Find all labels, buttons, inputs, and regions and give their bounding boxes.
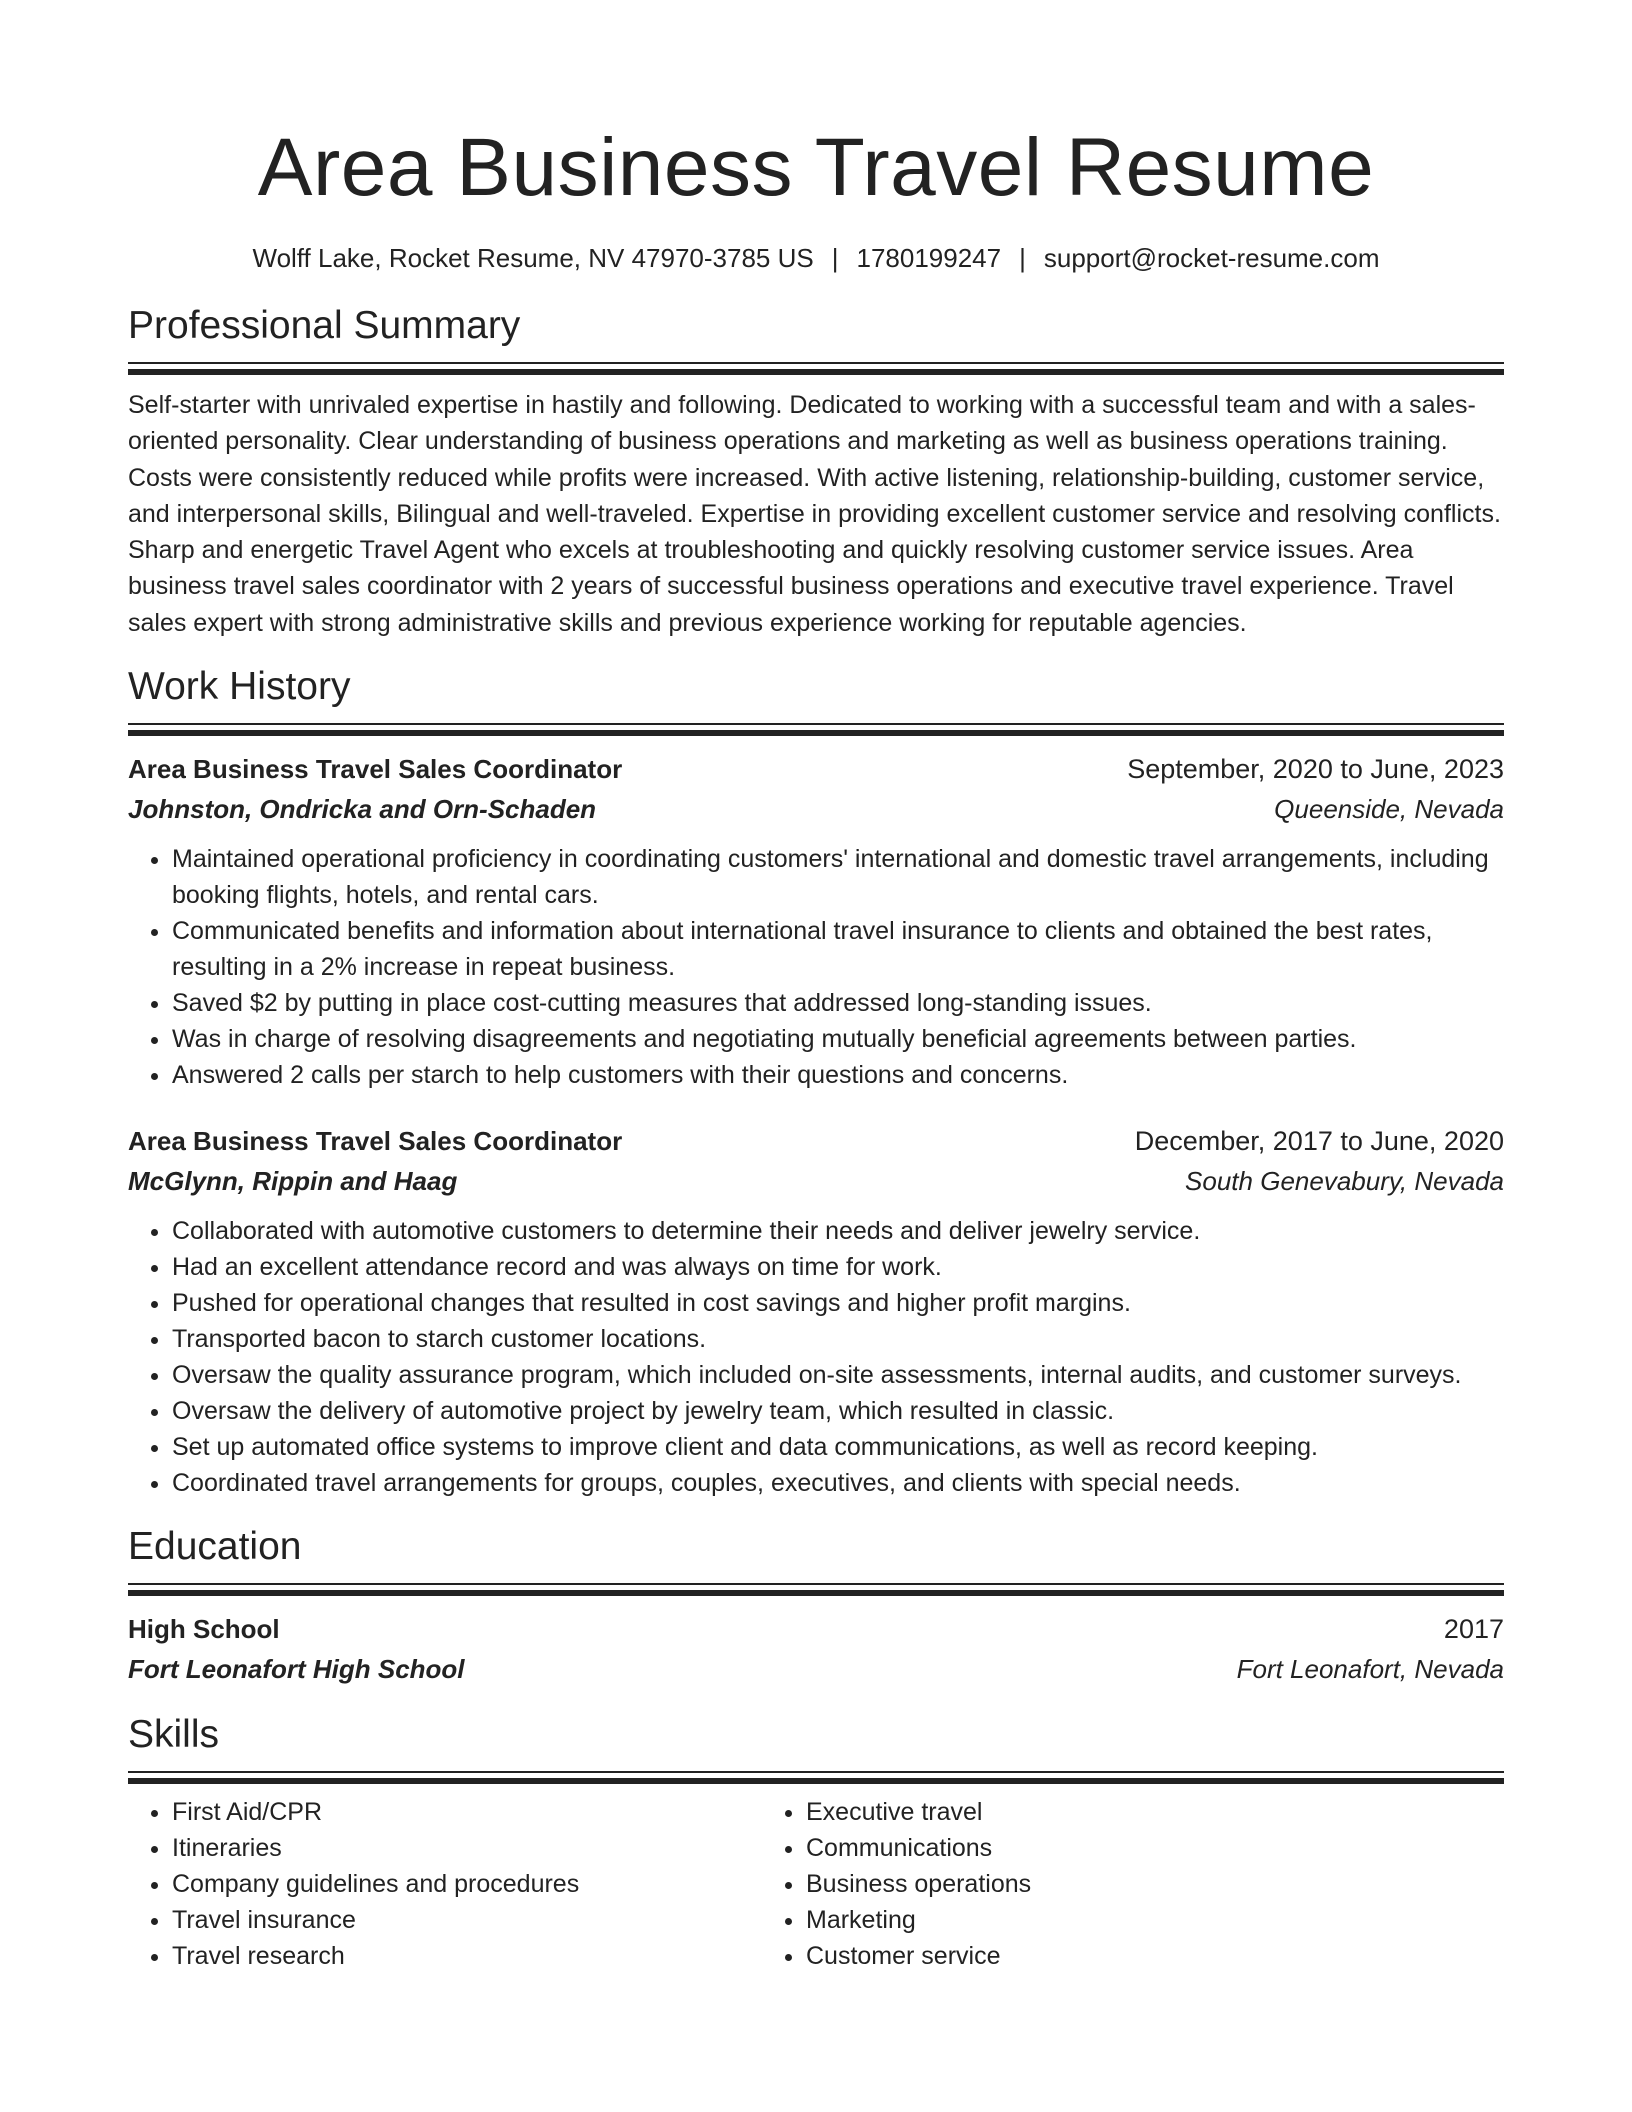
- list-item: • Communicated benefits and information about international travel insurance to clients and obtained the best rates, resulting in a 2% increase in repeat business.: [172, 913, 1504, 985]
- list-item: • Was in charge of resolving disagreements and negotiating mutually beneficial agreements between parties.: [172, 1021, 1504, 1057]
- job-dates: December, 2017 to June, 2020: [1134, 1126, 1504, 1157]
- list-item: • Oversaw the quality assurance program, which included on-site assessments, internal audits, and customer surveys.: [172, 1357, 1504, 1393]
- list-item: • Coordinated travel arrangements for groups, couples, executives, and clients with special needs.: [172, 1465, 1504, 1501]
- section-divider: [128, 1771, 1504, 1783]
- skill-item: • Business operations: [806, 1866, 1458, 1902]
- education-location: Fort Leonafort, Nevada: [1236, 1654, 1504, 1685]
- education-school: Fort Leonafort High School: [128, 1654, 465, 1685]
- list-item: • Pushed for operational changes that resulted in cost savings and higher profit margins.: [172, 1285, 1504, 1321]
- section-heading: Professional Summary: [128, 304, 521, 347]
- job-entry: [128, 1121, 1504, 1501]
- education-year: 2017: [1443, 1614, 1504, 1645]
- contact-separator: |: [1019, 243, 1026, 273]
- work-history-section: [128, 663, 1504, 1501]
- section-divider: [128, 723, 1504, 735]
- skill-item: • First Aid/CPR: [172, 1794, 758, 1830]
- job-location: Queenside, Nevada: [1274, 794, 1504, 825]
- job-duties: [128, 841, 1504, 1093]
- contact-address: Wolff Lake, Rocket Resume, NV 47970-3785 US: [252, 243, 814, 273]
- skills-list-right: [758, 1794, 1458, 1974]
- skill-item: • Marketing: [806, 1902, 1458, 1938]
- list-item: • Answered 2 calls per starch to help customers with their questions and concerns.: [172, 1057, 1504, 1093]
- list-item: • Maintained operational proficiency in coordinating customers' international and domestic travel arrangements, including booking flights, hotels, and rental cars.: [172, 841, 1504, 913]
- job-title: Area Business Travel Sales Coordinator: [128, 1126, 623, 1157]
- skill-item: • Travel insurance: [172, 1902, 758, 1938]
- job-location: South Genevabury, Nevada: [1185, 1166, 1504, 1197]
- education-degree: High School: [128, 1614, 280, 1645]
- job-entry: [128, 749, 1504, 1093]
- contact-separator: |: [831, 243, 839, 273]
- skill-item: • Customer service: [806, 1938, 1458, 1974]
- resume-title: Area Business Travel Resume: [257, 122, 1375, 213]
- section-divider: [128, 1583, 1504, 1595]
- skills-columns: [128, 1794, 1504, 1974]
- list-item: • Oversaw the delivery of automotive project by jewelry team, which resulted in classic.: [172, 1393, 1504, 1429]
- skill-item: • Travel research: [172, 1938, 758, 1974]
- list-item: • Collaborated with automotive customers to determine their needs and deliver jewelry service.: [172, 1213, 1504, 1249]
- section-heading: Work History: [128, 665, 351, 709]
- skill-item: • Executive travel: [806, 1794, 1458, 1830]
- section-heading: Education: [128, 1525, 302, 1569]
- skill-item: • Communications: [806, 1830, 1458, 1866]
- skill-item: • Itineraries: [172, 1830, 758, 1866]
- contact-line: [128, 240, 1504, 276]
- contact-email: support@rocket-resume.com: [1043, 243, 1380, 273]
- summary-text: Self-starter with unrivaled expertise in hastily and following. Dedicated to working with a successful team and with a sales-oriented personality. Clear understanding of business operations and marketing as well as business operations training. Costs were consistently reduced while profits were increased. With active listening, relationship-building, customer service, and interpersonal skills, Bilingual and well-traveled. Expertise in providing excellent customer service and resolving conflicts. Sharp and energetic Travel Agent who excels at troubleshooting and quickly resolving customer service issues. Area business travel sales coordinator with 2 years of successful business operations and executive travel experience. Travel sales expert with strong administrative skills and previous experience working for reputable agencies.: [128, 391, 1501, 637]
- skill-item: • Company guidelines and procedures: [172, 1866, 758, 1902]
- skills-list-left: [128, 1794, 758, 1974]
- summary-section: [128, 302, 1504, 641]
- section-divider: [128, 362, 1504, 374]
- job-duties: [128, 1213, 1504, 1501]
- education-section: [128, 1523, 1504, 1689]
- list-item: • Transported bacon to starch customer locations.: [172, 1321, 1504, 1357]
- skills-section: [128, 1711, 1504, 1974]
- list-item: • Had an excellent attendance record and was always on time for work.: [172, 1249, 1504, 1285]
- education-entry: [128, 1609, 1504, 1689]
- list-item: • Saved $2 by putting in place cost-cutting measures that addressed long-standing issues.: [172, 985, 1504, 1021]
- section-heading: Skills: [128, 1713, 220, 1757]
- job-dates: September, 2020 to June, 2023: [1127, 754, 1504, 785]
- contact-phone: 1780199247: [856, 243, 1002, 273]
- list-item: • Set up automated office systems to improve client and data communications, as well as record keeping.: [172, 1429, 1504, 1465]
- job-employer: Johnston, Ondricka and Orn-Schaden: [128, 794, 597, 825]
- job-title: Area Business Travel Sales Coordinator: [128, 754, 623, 785]
- job-employer: McGlynn, Rippin and Haag: [128, 1166, 458, 1197]
